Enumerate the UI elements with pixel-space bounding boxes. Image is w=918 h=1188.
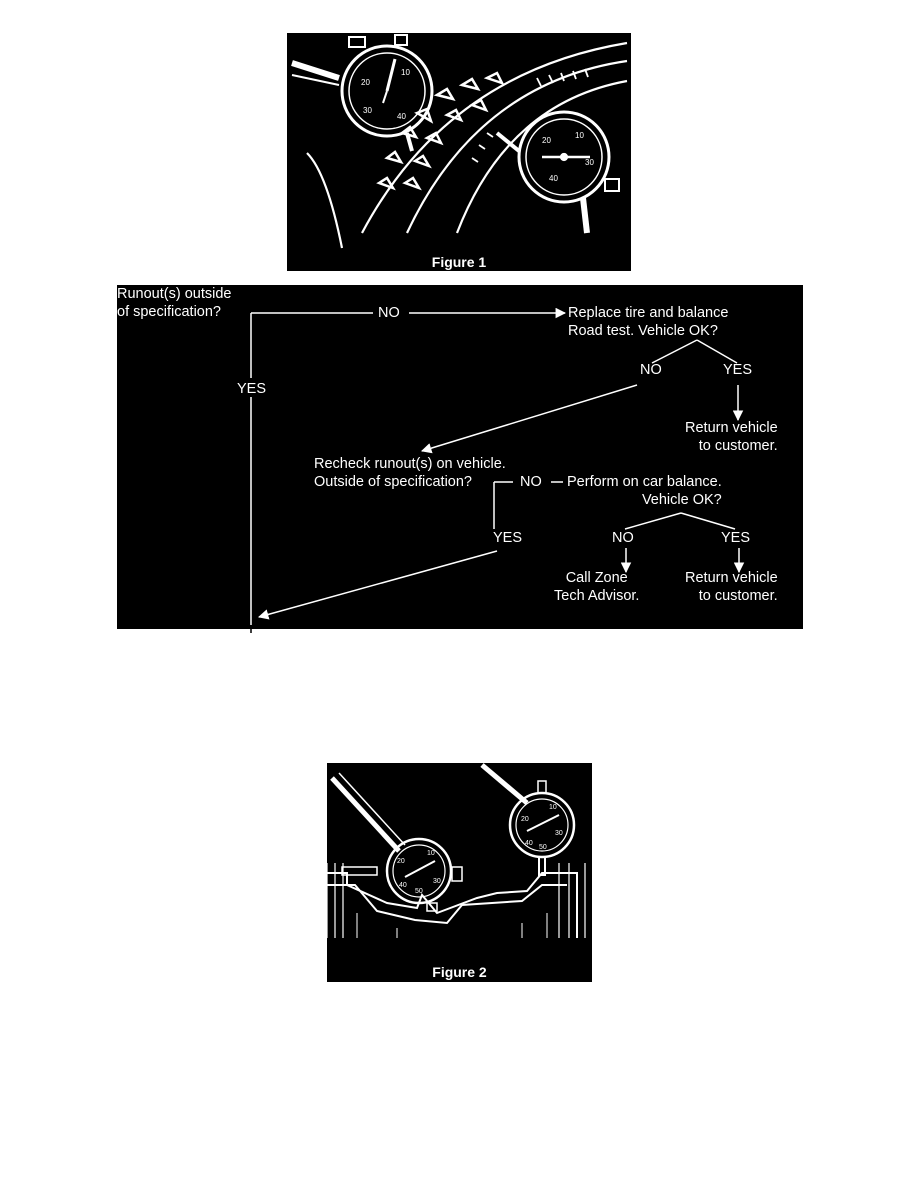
right-dial-number: 40	[549, 174, 558, 183]
figure-1-panel	[287, 33, 631, 271]
question-line-1: Runout(s) outside	[117, 286, 232, 302]
label-yes: YES	[723, 362, 753, 378]
step-line-2: Outside of specification?	[314, 474, 472, 490]
right-dial-number: 10	[575, 131, 584, 140]
right-dial-number: 30	[585, 158, 594, 167]
step-line-1: Recheck runout(s) on vehicle.	[314, 456, 506, 472]
right-dial-number: 40	[525, 840, 533, 847]
step-line-1: Return vehicle	[685, 420, 778, 436]
step-line-2: Tech Advisor.	[554, 588, 640, 604]
flowchart-panel	[117, 285, 803, 629]
step-line-2: Road test. Vehicle OK?	[568, 323, 718, 339]
left-dial-number: 20	[397, 858, 405, 865]
left-dial-number: 10	[401, 68, 410, 77]
step-line-1: Return vehicle	[685, 570, 778, 586]
left-dial-number: 10	[427, 850, 435, 857]
figure-1-illustration	[287, 33, 631, 271]
step-perform-balance	[567, 473, 722, 509]
label-no: NO	[612, 530, 634, 546]
label-yes: YES	[721, 530, 751, 546]
question-runout-outside-spec	[117, 285, 231, 321]
step-line-2: to customer.	[698, 438, 778, 454]
right-dial-number: 30	[555, 830, 563, 837]
step-return-vehicle	[685, 569, 778, 605]
step-line-1: Replace tire and balance	[568, 305, 729, 321]
left-dial-number: 30	[363, 106, 372, 115]
figure-2-caption: Figure 2	[432, 964, 487, 980]
left-dial-number: 30	[433, 878, 441, 885]
question-line-2: of specification?	[117, 304, 221, 320]
step-line-1: Call Zone	[565, 570, 628, 586]
label-yes: YES	[493, 530, 523, 546]
left-dial-number: 40	[397, 112, 406, 121]
label-yes: YES	[237, 381, 267, 397]
label-no: NO	[378, 305, 400, 321]
right-dial-number: 50	[539, 844, 547, 851]
left-dial-number: 20	[361, 78, 370, 87]
step-line-1: Perform on car balance.	[567, 474, 722, 490]
right-dial-number: 20	[542, 136, 551, 145]
right-dial-number: 20	[521, 816, 529, 823]
figure-2-panel	[327, 763, 592, 982]
figure-1-caption: Figure 1	[431, 254, 487, 270]
step-line-2: Vehicle OK?	[641, 492, 722, 508]
left-dial-number: 40	[399, 882, 407, 889]
figure-2-illustration	[327, 763, 592, 982]
step-replace-tire	[568, 304, 728, 340]
step-return-vehicle	[685, 419, 778, 455]
step-call-zone-tech	[554, 569, 639, 605]
step-recheck-runout	[314, 455, 506, 491]
left-dial-number: 50	[415, 888, 423, 895]
label-no: NO	[640, 362, 662, 378]
step-line-2: to customer.	[698, 588, 778, 604]
right-dial-number: 10	[549, 804, 557, 811]
label-no: NO	[520, 474, 542, 490]
